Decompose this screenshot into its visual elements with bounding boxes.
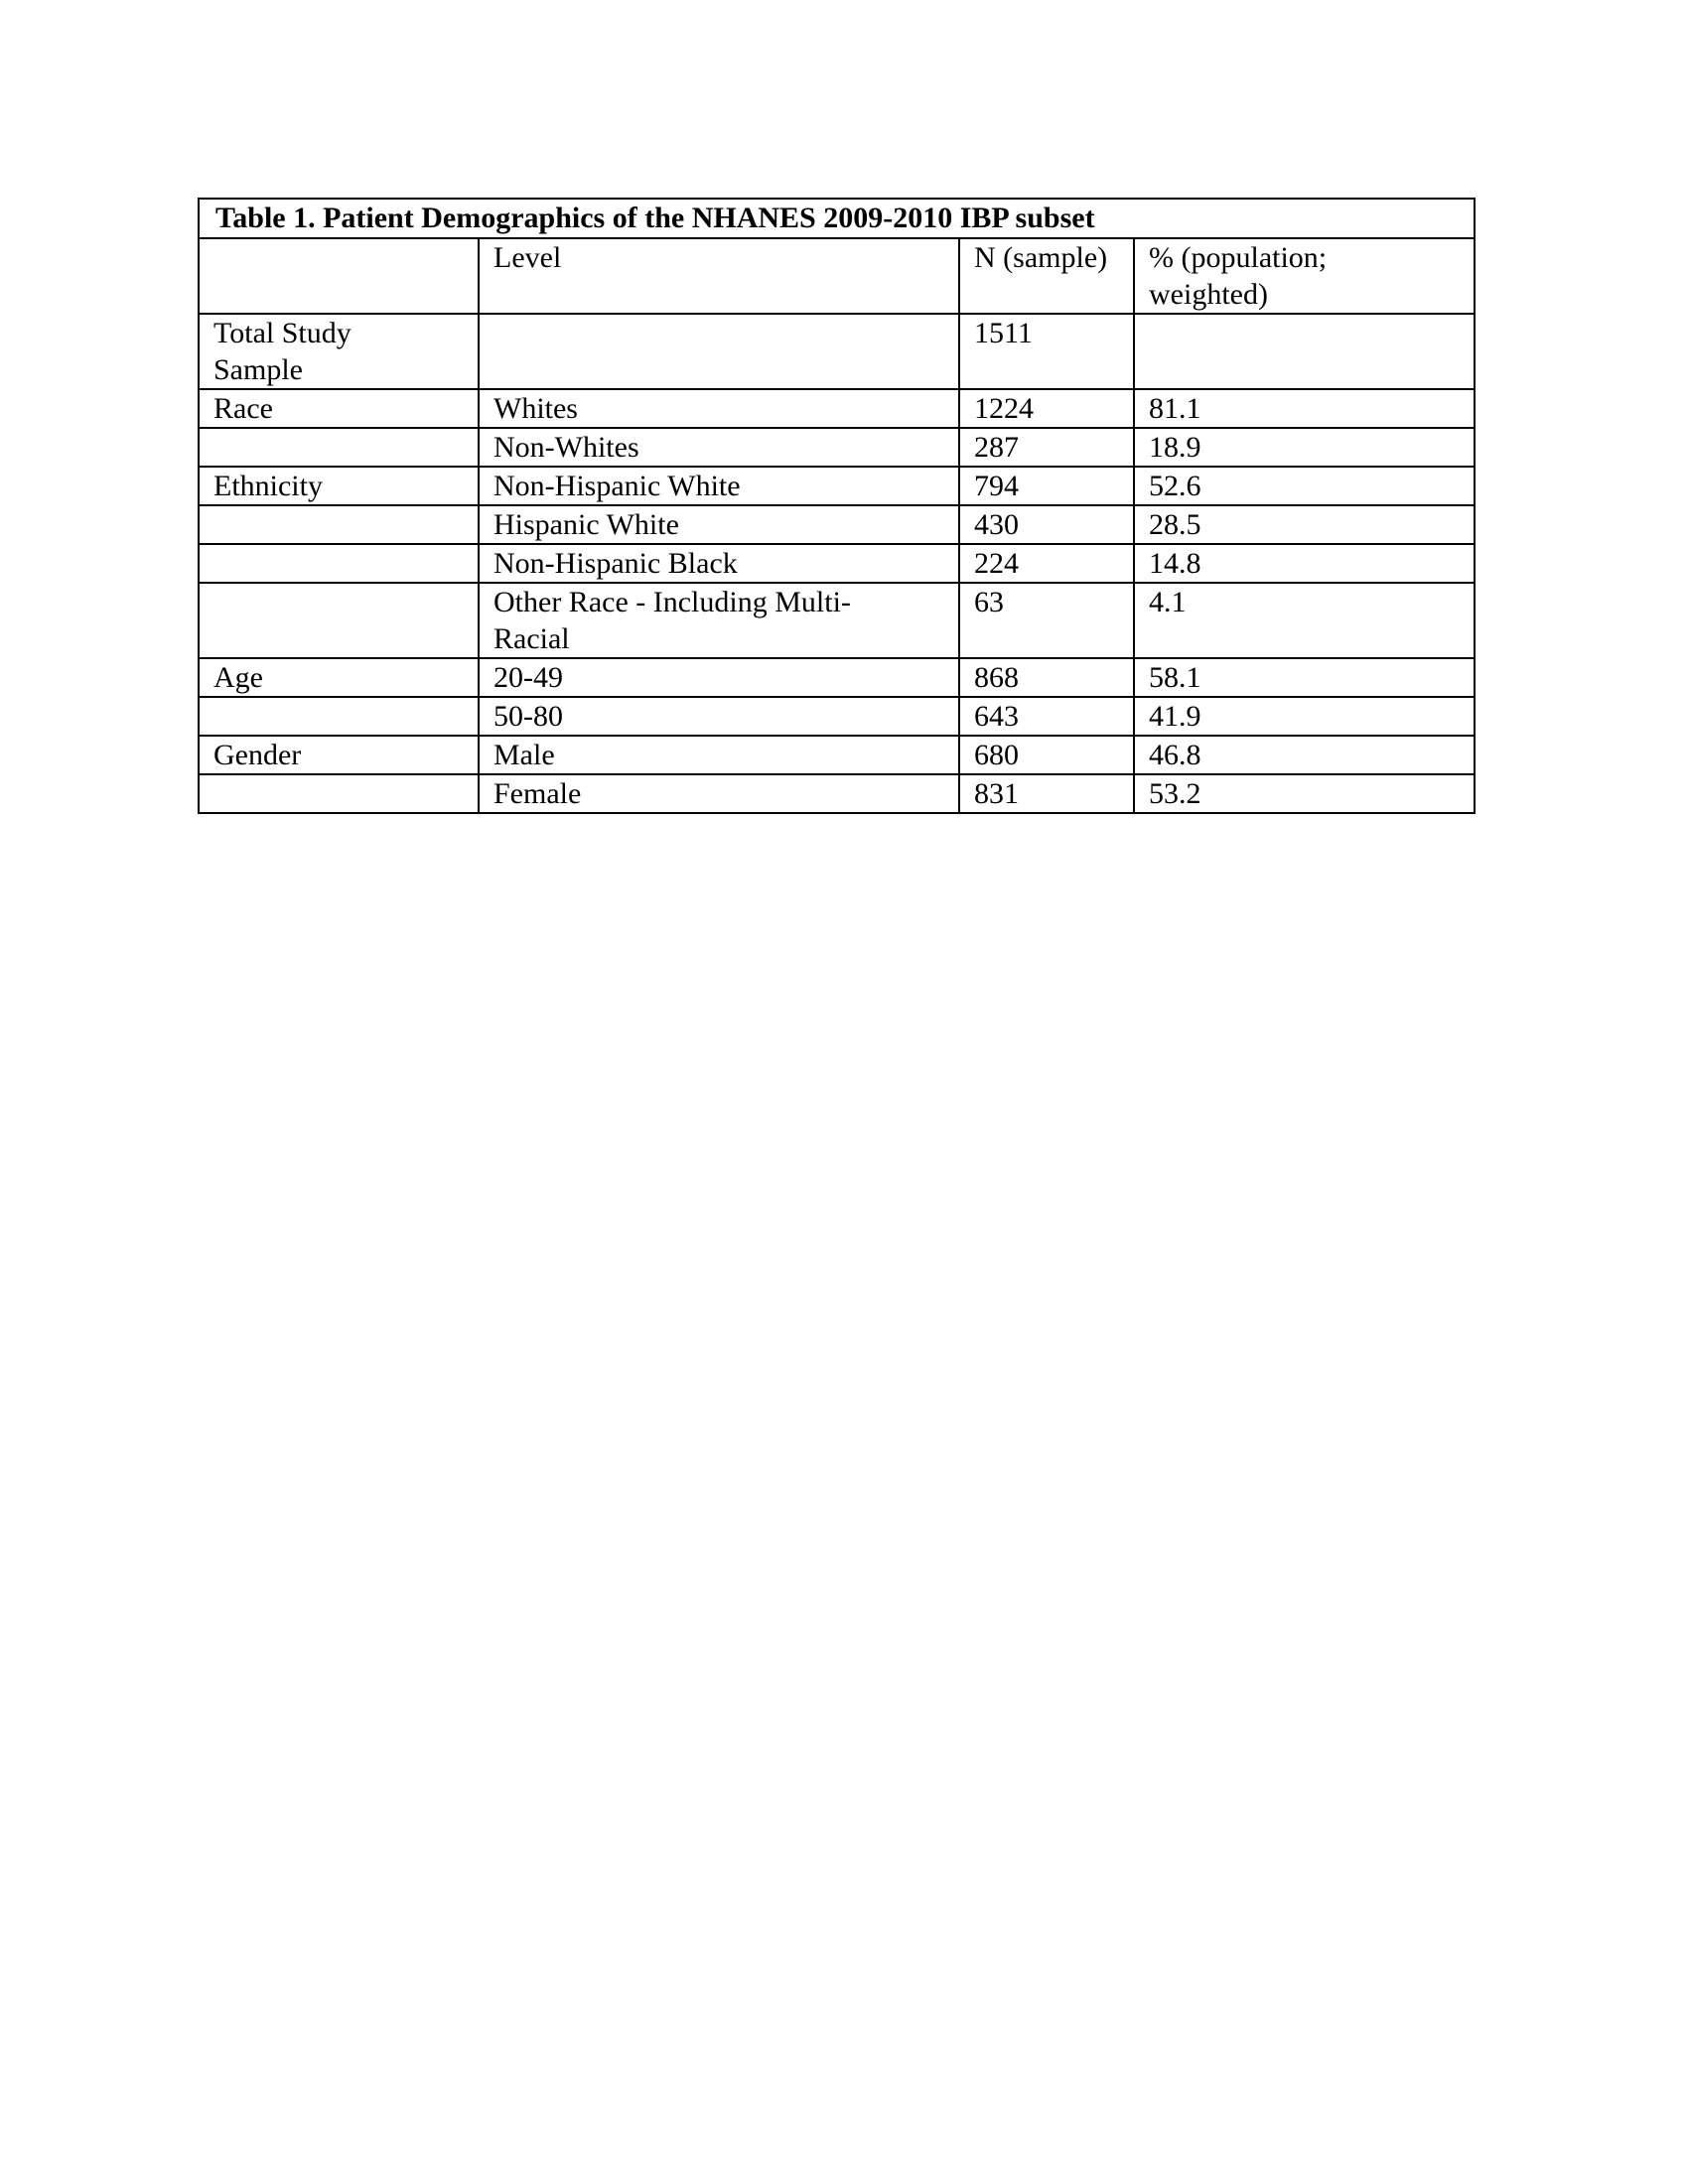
table-cell: 81.1 bbox=[1134, 389, 1475, 428]
table-cell: Ethnicity bbox=[199, 467, 479, 505]
table-cell: 794 bbox=[959, 467, 1134, 505]
header-cell: Level bbox=[479, 238, 959, 314]
table-cell: 831 bbox=[959, 774, 1134, 813]
table-cell: 20-49 bbox=[479, 658, 959, 697]
header-cell: % (population; weighted) bbox=[1134, 238, 1475, 314]
table-row bbox=[199, 736, 1475, 774]
table-cell: 224 bbox=[959, 544, 1134, 583]
table-row bbox=[199, 428, 1475, 467]
table-cell: 1511 bbox=[959, 314, 1134, 389]
table-cell bbox=[199, 544, 479, 583]
table-cell bbox=[199, 505, 479, 544]
table-cell: 50-80 bbox=[479, 697, 959, 736]
table-cell: Age bbox=[199, 658, 479, 697]
table-cell bbox=[479, 314, 959, 389]
table-cell: 53.2 bbox=[1134, 774, 1475, 813]
table-row bbox=[199, 697, 1475, 736]
table-cell bbox=[1134, 314, 1475, 389]
table-row bbox=[199, 544, 1475, 583]
table-cell: Non-Whites bbox=[479, 428, 959, 467]
header-cell bbox=[199, 238, 479, 314]
table-cell: 41.9 bbox=[1134, 697, 1475, 736]
table-cell: Gender bbox=[199, 736, 479, 774]
table-cell: Race bbox=[199, 389, 479, 428]
table-cell bbox=[199, 774, 479, 813]
table-cell: 46.8 bbox=[1134, 736, 1475, 774]
table-cell: Whites bbox=[479, 389, 959, 428]
header-row bbox=[199, 238, 1475, 314]
table-cell: Total Study Sample bbox=[199, 314, 479, 389]
table-cell: Other Race - Including Multi-Racial bbox=[479, 583, 959, 658]
table-row bbox=[199, 467, 1475, 505]
table-row bbox=[199, 505, 1475, 544]
table-cell: Hispanic White bbox=[479, 505, 959, 544]
table-cell: 1224 bbox=[959, 389, 1134, 428]
table-row bbox=[199, 314, 1475, 389]
table-cell: 430 bbox=[959, 505, 1134, 544]
table-cell: 28.5 bbox=[1134, 505, 1475, 544]
table-cell: 287 bbox=[959, 428, 1134, 467]
table-cell bbox=[199, 697, 479, 736]
table-cell: Non-Hispanic White bbox=[479, 467, 959, 505]
table-cell: Male bbox=[479, 736, 959, 774]
header-cell: N (sample) bbox=[959, 238, 1134, 314]
table-cell: 680 bbox=[959, 736, 1134, 774]
table-cell: 14.8 bbox=[1134, 544, 1475, 583]
table-cell: 52.6 bbox=[1134, 467, 1475, 505]
table-cell bbox=[199, 428, 479, 467]
table-row bbox=[199, 774, 1475, 813]
table-cell: 63 bbox=[959, 583, 1134, 658]
table-cell: Female bbox=[479, 774, 959, 813]
table-title: Table 1. Patient Demographics of the NHANES 2009-2010 IBP subset bbox=[199, 199, 1475, 238]
table-row bbox=[199, 389, 1475, 428]
table-cell: 18.9 bbox=[1134, 428, 1475, 467]
table-cell: 868 bbox=[959, 658, 1134, 697]
table-cell: 643 bbox=[959, 697, 1134, 736]
demographics-table bbox=[198, 198, 1476, 814]
table-row bbox=[199, 658, 1475, 697]
table-cell bbox=[199, 583, 479, 658]
table-cell: 58.1 bbox=[1134, 658, 1475, 697]
table-row bbox=[199, 583, 1475, 658]
table-cell: 4.1 bbox=[1134, 583, 1475, 658]
table-cell: Non-Hispanic Black bbox=[479, 544, 959, 583]
